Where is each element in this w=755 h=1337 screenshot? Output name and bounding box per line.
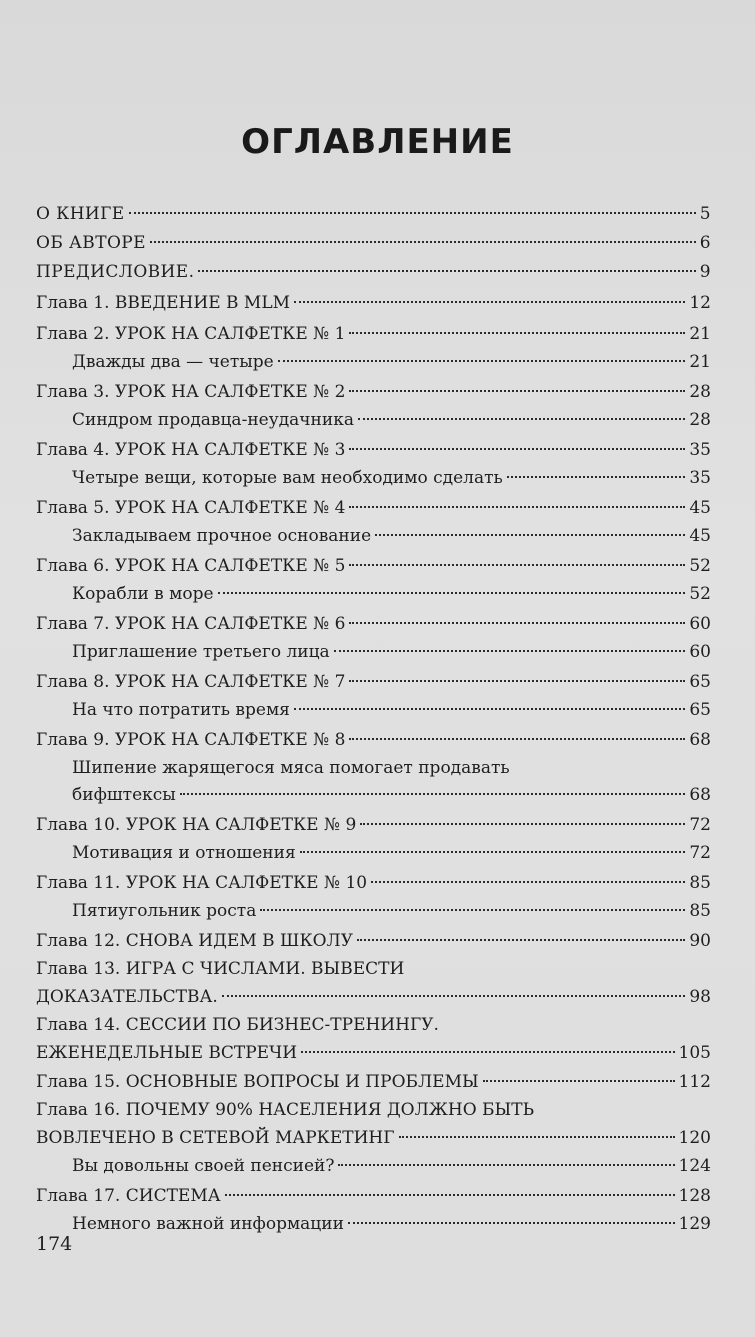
toc-entry-label: Глава 14. СЕССИИ ПО БИЗНЕС-ТРЕНИНГУ.: [36, 1015, 439, 1035]
toc-entry-label: Глава 7. УРОК НА САЛФЕТКЕ № 6: [36, 614, 346, 634]
toc-subentry[interactable]: [36, 523, 711, 549]
toc-subentry[interactable]: [36, 465, 711, 491]
leader-dots: [399, 1136, 675, 1138]
toc-entry-page: 105: [678, 1043, 711, 1063]
toc-entry-page: 60: [689, 614, 711, 634]
toc-entry-label: Немного важной информации: [72, 1214, 344, 1234]
toc-entry-page: 6: [699, 233, 711, 253]
toc-entry[interactable]: [36, 436, 711, 465]
toc-entry-page: 21: [689, 352, 711, 372]
leader-dots: [338, 1164, 674, 1166]
leader-dots: [371, 881, 685, 883]
table-of-contents: [36, 200, 711, 1240]
toc-entry-line[interactable]: [36, 956, 711, 983]
leader-dots: [218, 592, 686, 594]
leader-dots: [348, 1222, 675, 1224]
leader-dots: [294, 301, 685, 303]
toc-entry-label: ПРЕДИСЛОВИЕ.: [36, 262, 195, 282]
toc-entry-page: 68: [689, 785, 711, 805]
toc-entry[interactable]: [36, 610, 711, 639]
leader-dots: [349, 622, 685, 624]
toc-entry-label: Вы довольны своей пенсией?: [72, 1156, 335, 1176]
toc-entry-page: 45: [689, 526, 711, 546]
toc-entry[interactable]: [36, 1039, 711, 1068]
toc-entry-label: На что потратить время: [72, 700, 290, 720]
leader-dots: [294, 708, 685, 710]
toc-entry-label: Шипение жарящегося мяса помогает продавать: [72, 758, 510, 778]
leader-dots: [357, 939, 685, 941]
toc-entry-label: Глава 3. УРОК НА САЛФЕТКЕ № 2: [36, 382, 346, 402]
toc-entry-label: Синдром продавца-неудачника: [72, 410, 354, 430]
toc-entry-label: Корабли в море: [72, 584, 214, 604]
toc-entry-page: 68: [689, 730, 711, 750]
toc-entry-page: 5: [699, 204, 711, 224]
leader-dots: [300, 851, 686, 853]
toc-entry-label: Глава 1. ВВЕДЕНИЕ В MLM: [36, 293, 291, 313]
toc-entry[interactable]: [36, 1068, 711, 1097]
leader-dots: [180, 793, 686, 795]
toc-subentry[interactable]: [36, 898, 711, 924]
toc-entry[interactable]: [36, 289, 711, 318]
toc-entry-label: ДОКАЗАТЕЛЬСТВА.: [36, 987, 218, 1007]
toc-entry-page: 45: [689, 498, 711, 518]
toc-entry[interactable]: [36, 927, 711, 956]
toc-entry-label: Мотивация и отношения: [72, 843, 296, 863]
leader-dots: [301, 1051, 675, 1053]
toc-entry[interactable]: [36, 1124, 711, 1153]
toc-entry[interactable]: [36, 494, 711, 523]
toc-entry-label: ОБ АВТОРЕ: [36, 233, 146, 253]
leader-dots: [375, 534, 685, 536]
toc-entry[interactable]: [36, 726, 711, 755]
toc-entry-page: 98: [689, 987, 711, 1007]
toc-entry-page: 60: [689, 642, 711, 662]
toc-entry-page: 120: [678, 1128, 711, 1148]
leader-dots: [349, 738, 685, 740]
toc-entry-label: Дважды два — четыре: [72, 352, 274, 372]
toc-entry-label: Глава 13. ИГРА С ЧИСЛАМИ. ВЫВЕСТИ: [36, 959, 405, 979]
toc-entry-label: Глава 5. УРОК НА САЛФЕТКЕ № 4: [36, 498, 346, 518]
toc-entry-label: Глава 8. УРОК НА САЛФЕТКЕ № 7: [36, 672, 346, 692]
leader-dots: [349, 506, 685, 508]
toc-entry-page: 90: [689, 931, 711, 951]
toc-entry-label: ЕЖЕНЕДЕЛЬНЫЕ ВСТРЕЧИ: [36, 1043, 298, 1063]
toc-entry-page: 72: [689, 843, 711, 863]
toc-entry-label: Глава 6. УРОК НА САЛФЕТКЕ № 5: [36, 556, 346, 576]
leader-dots: [349, 448, 685, 450]
leader-dots: [349, 564, 685, 566]
toc-entry-label: Закладываем прочное основание: [72, 526, 372, 546]
page-number: 174: [36, 1233, 73, 1255]
toc-entry-label: Глава 10. УРОК НА САЛФЕТКЕ № 9: [36, 815, 357, 835]
toc-entry[interactable]: [36, 229, 711, 258]
leader-dots: [358, 418, 685, 420]
toc-entry-label: Глава 15. ОСНОВНЫЕ ВОПРОСЫ И ПРОБЛЕМЫ: [36, 1072, 479, 1092]
leader-dots: [349, 390, 685, 392]
toc-subentry[interactable]: [36, 407, 711, 433]
toc-entry-page: 21: [689, 324, 711, 344]
toc-entry-page: 65: [689, 672, 711, 692]
toc-entry-label: Глава 11. УРОК НА САЛФЕТКЕ № 10: [36, 873, 368, 893]
toc-entry-page: 72: [689, 815, 711, 835]
toc-subentry[interactable]: [36, 840, 711, 866]
toc-entry-label: Четыре вещи, которые вам необходимо сделать: [72, 468, 503, 488]
toc-entry-label: Пятиугольник роста: [72, 901, 257, 921]
toc-entry-page: 85: [689, 873, 711, 893]
leader-dots: [349, 680, 685, 682]
toc-entry-page: 35: [689, 440, 711, 460]
toc-subentry[interactable]: [36, 1153, 711, 1179]
toc-entry-label: ВОВЛЕЧЕНО В СЕТЕВОЙ МАРКЕТИНГ: [36, 1128, 395, 1148]
leader-dots: [225, 1194, 675, 1196]
toc-entry-label: Глава 9. УРОК НА САЛФЕТКЕ № 8: [36, 730, 346, 750]
leader-dots: [334, 650, 686, 652]
toc-entry[interactable]: [36, 552, 711, 581]
toc-entry-page: 128: [678, 1186, 711, 1206]
toc-entry-label: Глава 17. СИСТЕМА: [36, 1186, 221, 1206]
toc-entry-page: 65: [689, 700, 711, 720]
leader-dots: [129, 212, 696, 214]
toc-entry-page: 112: [678, 1072, 711, 1092]
leader-dots: [507, 476, 686, 478]
toc-entry-page: 52: [689, 556, 711, 576]
toc-entry-page: 9: [699, 262, 711, 282]
toc-entry-label: Глава 16. ПОЧЕМУ 90% НАСЕЛЕНИЯ ДОЛЖНО БЫТЬ: [36, 1100, 535, 1120]
toc-entry-page: 85: [689, 901, 711, 921]
toc-entry[interactable]: [36, 983, 711, 1012]
toc-entry[interactable]: [36, 869, 711, 898]
toc-entry-page: 52: [689, 584, 711, 604]
toc-entry-label: бифштексы: [72, 785, 176, 805]
toc-subentry[interactable]: [36, 1211, 711, 1237]
toc-subentry-line[interactable]: [36, 755, 711, 782]
toc-entry-page: 124: [678, 1156, 711, 1176]
toc-entry[interactable]: [36, 1182, 711, 1211]
toc-subentry[interactable]: [36, 349, 711, 375]
toc-entry-line[interactable]: [36, 1097, 711, 1124]
toc-entry[interactable]: [36, 320, 711, 349]
toc-entry-page: 35: [689, 468, 711, 488]
toc-entry-page: 12: [689, 293, 711, 313]
toc-subentry[interactable]: [36, 581, 711, 607]
leader-dots: [360, 823, 685, 825]
toc-subentry[interactable]: [36, 782, 711, 808]
leader-dots: [222, 995, 686, 997]
leader-dots: [278, 360, 686, 362]
leader-dots: [150, 241, 696, 243]
toc-entry-page: 28: [689, 410, 711, 430]
toc-entry[interactable]: [36, 258, 711, 287]
toc-entry-label: Глава 4. УРОК НА САЛФЕТКЕ № 3: [36, 440, 346, 460]
toc-entry[interactable]: [36, 200, 711, 229]
toc-entry[interactable]: [36, 378, 711, 407]
toc-subentry[interactable]: [36, 639, 711, 665]
toc-entry-line[interactable]: [36, 1012, 711, 1039]
toc-entry-page: 129: [678, 1214, 711, 1234]
leader-dots: [483, 1080, 675, 1082]
toc-entry[interactable]: [36, 668, 711, 697]
page-title: ОГЛАВЛЕНИЕ: [241, 122, 514, 162]
leader-dots: [198, 270, 695, 272]
leader-dots: [349, 332, 685, 334]
toc-subentry[interactable]: [36, 697, 711, 723]
toc-entry-label: Приглашение третьего лица: [72, 642, 330, 662]
toc-entry-page: 28: [689, 382, 711, 402]
toc-entry-label: О КНИГЕ: [36, 204, 125, 224]
toc-entry[interactable]: [36, 811, 711, 840]
leader-dots: [260, 909, 685, 911]
toc-entry-label: Глава 2. УРОК НА САЛФЕТКЕ № 1: [36, 324, 346, 344]
toc-entry-label: Глава 12. СНОВА ИДЕМ В ШКОЛУ: [36, 931, 354, 951]
